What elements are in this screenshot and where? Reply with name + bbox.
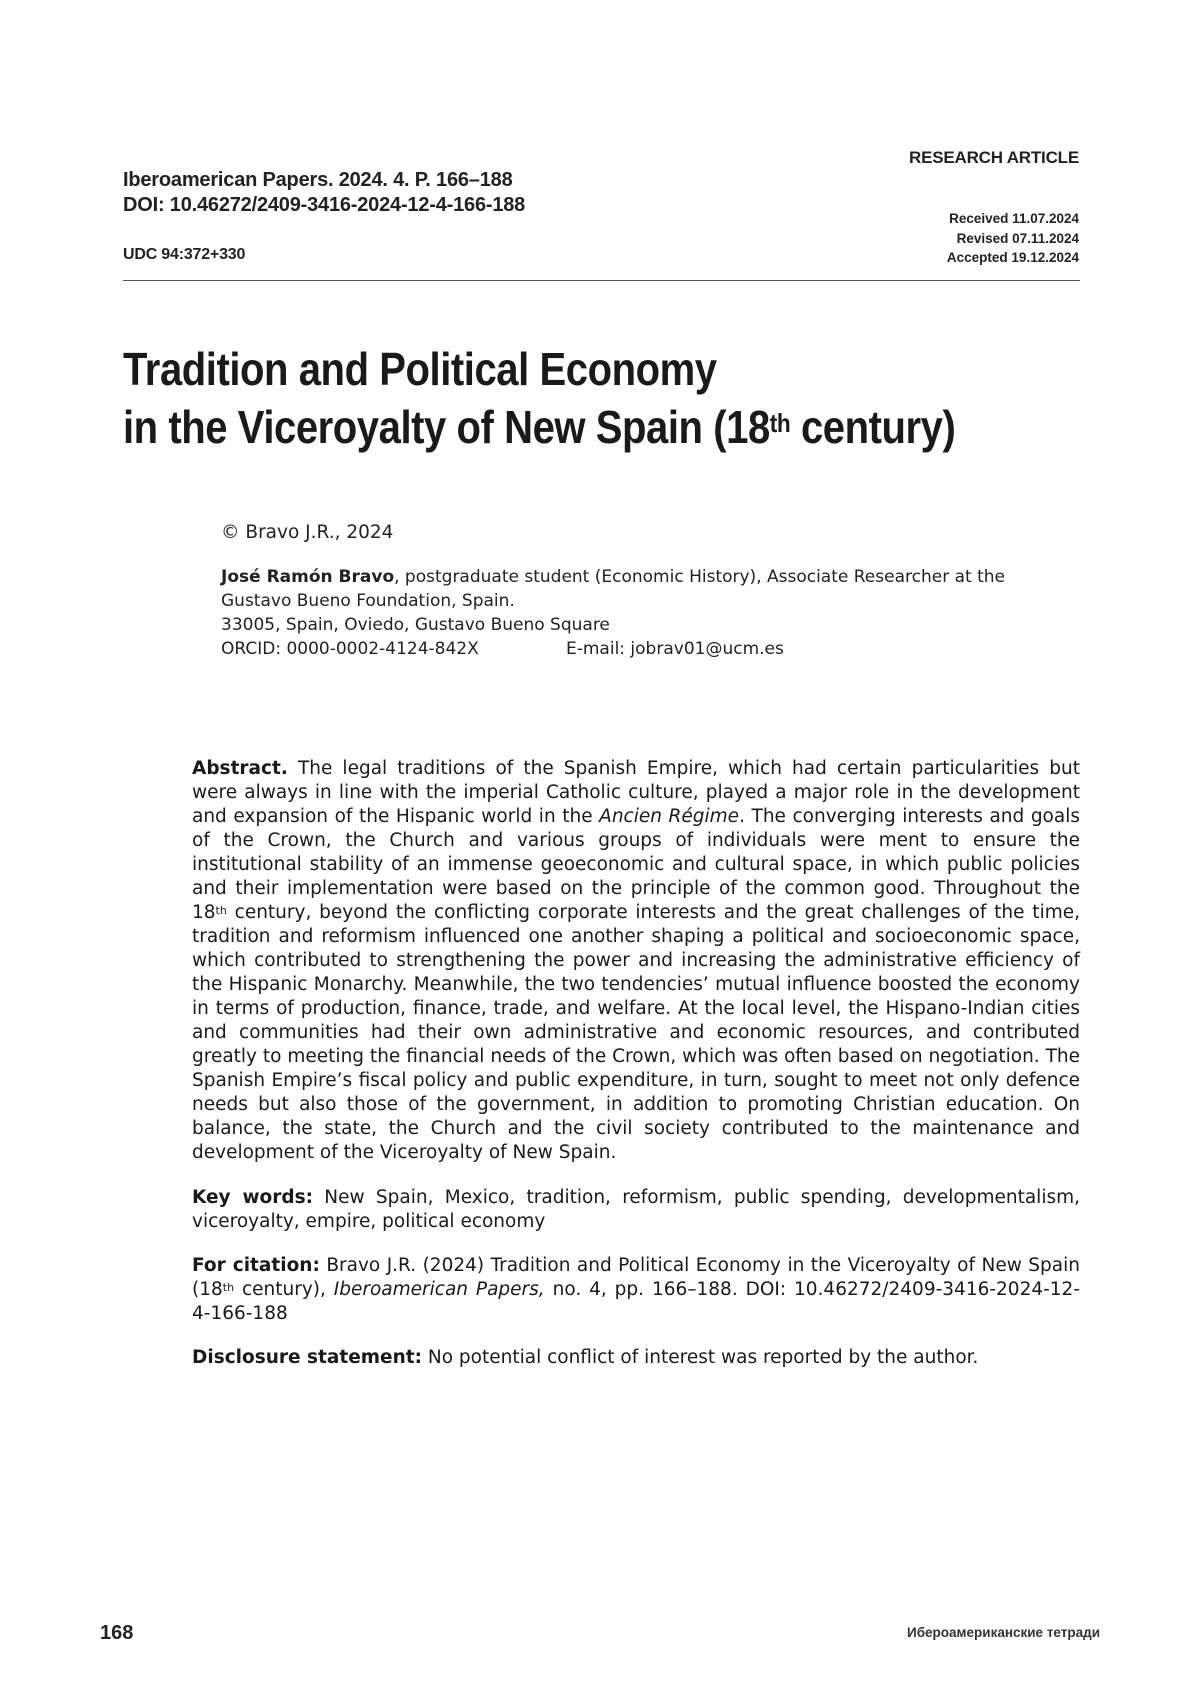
page-number: 168	[100, 1622, 134, 1644]
abstract-text-2: . The converging interests and goals of the Crown, the Church and various groups of individuals were ment to ensure the institutional stability of an immense geoeconomic and cultural space, in which public policies and their implementation were based on the principle of the common good. Throughout the 18	[192, 806, 1080, 923]
citation-label: For citation:	[192, 1255, 320, 1276]
abstract	[192, 757, 1080, 1165]
keywords	[192, 1186, 1080, 1234]
title-superscript: th	[769, 408, 791, 438]
author-orcid: ORCID: 0000-0002-4124-842X	[221, 639, 479, 659]
author-affiliation-text: , postgraduate student (Economic History), Associate Researcher at the Gustavo Bueno Foundation, Spain.	[221, 567, 1005, 611]
disclosure-statement	[192, 1346, 1080, 1370]
author-info	[221, 565, 1080, 661]
journal-citation-line: Iberoamerican Papers. 2024. 4. P. 166–188	[123, 169, 513, 191]
author-affiliation	[221, 565, 1080, 613]
title-line-2-start: in the Viceroyalty of New Spain (18	[123, 401, 770, 453]
disclosure-text: No potential conflict of interest was reported by the author.	[422, 1347, 979, 1368]
keywords-text: New Spain, Mexico, tradition, reformism, public spending, developmentalism, viceroyalty, empire, political economy	[192, 1187, 1080, 1232]
author-email: E-mail: jobrav01@ucm.es	[566, 639, 784, 659]
title-line-2	[123, 398, 993, 456]
author-name: José Ramón Bravo	[221, 567, 395, 587]
abstract-text-3: century, beyond the conflicting corporate interests and the great challenges of the time, tradition and reformism influenced one another shaping a political and socioeconomic space, which contributed to strengthening the power and increasing the administrative efficiency of the Hispanic Monarchy. Meanwhile, the two tendencies’ mutual influence boosted the economy in terms of production, finance, trade, and welfare. At the local level, the Hispano-Indian cities and communities had their own administrative and economic resources, and contributed greatly to meeting the financial needs of the Crown, which was often based on negotiation. The Spanish Empire’s fiscal policy and public expenditure, in turn, sought to meet not only defence needs but also those of the government, in addition to promoting Christian education. On balance, the state, the Church and the civil society contributed to the maintenance and development of the Viceroyalty of New Spain.	[192, 902, 1080, 1163]
abstract-label: Abstract.	[192, 758, 288, 779]
copyright-notice: © Bravo J.R., 2024	[221, 522, 394, 543]
doi-line: DOI: 10.46272/2409-3416-2024-12-4-166-188	[123, 194, 526, 216]
disclosure-label: Disclosure statement:	[192, 1347, 422, 1368]
author-address: 33005, Spain, Oviedo, Gustavo Bueno Square	[221, 615, 610, 635]
citation-text-3: no. 4, pp. 166–188. DOI: 10.46272/2409-3416-2024-12-4-166-188	[192, 1279, 1081, 1324]
citation-superscript: th	[222, 1281, 235, 1294]
author-contact	[221, 637, 1080, 661]
accepted-date: Accepted 19.12.2024	[946, 250, 1079, 265]
abstract-italic: Ancien Régime	[599, 806, 740, 827]
keywords-label: Key words:	[192, 1187, 314, 1208]
publication-dates	[947, 209, 1079, 268]
revised-date: Revised 07.11.2024	[956, 230, 1079, 246]
title-line-1: Tradition and Political Economy	[123, 343, 717, 395]
udc-code: UDC 94:372+330	[123, 246, 246, 263]
abstract-superscript: th	[215, 904, 227, 917]
citation-text-2: century),	[234, 1279, 334, 1300]
footer-journal-name: Ибероамериканские тетради	[906, 1625, 1100, 1640]
citation-journal: Iberoamerican Papers,	[333, 1279, 545, 1300]
received-date: Received 11.07.2024	[949, 211, 1079, 226]
abstract-text-1: The legal traditions of the Spanish Empire, which had certain particularities but were always in line with the imperial Catholic culture, played a major role in the development and expansion of the Hispanic world in the	[192, 758, 1080, 827]
article-type: RESEARCH ARTICLE	[909, 148, 1079, 167]
citation	[192, 1254, 1080, 1326]
header-divider	[123, 280, 1080, 281]
article-title	[123, 340, 993, 456]
title-line-2-end: century)	[790, 401, 956, 453]
citation-text-1: Bravo J.R. (2024) Tradition and Political Economy in the Viceroyalty of New Spain (18	[192, 1255, 1080, 1300]
